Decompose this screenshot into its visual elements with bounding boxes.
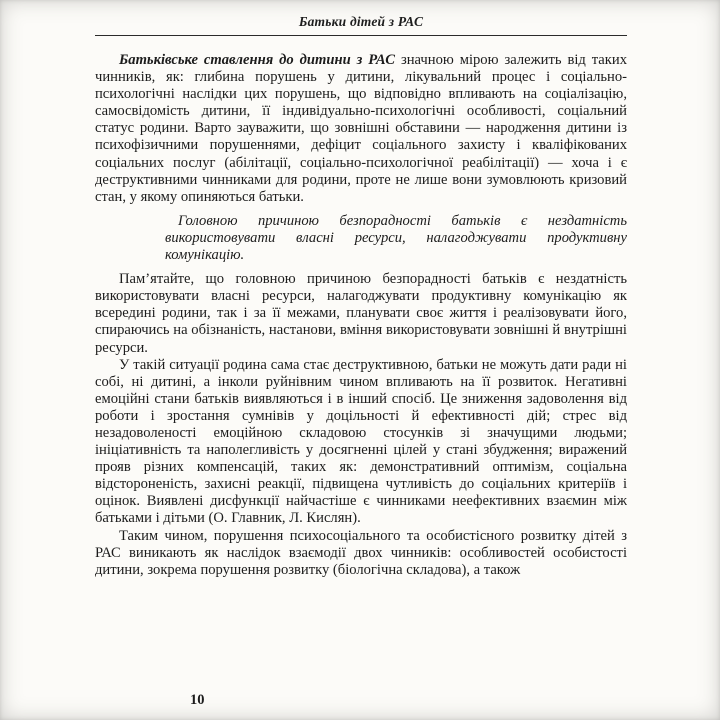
body-text (95, 52, 627, 700)
paragraph-4: Таким чином, порушення психосоціального та особистісного розвитку дітей з РАС виникають як наслідок взаємодії двох чинників: особливостей особистості дитини, зокрема порушення розвитку (біологічна складова), а також (95, 527, 627, 578)
running-header: Батьки дітей з РАС (298, 14, 424, 29)
paragraph-1-lead: Батьківське ставлення до дитини з РАС (119, 52, 396, 68)
header-rule (95, 35, 627, 36)
paragraph-2: Пам’ятайте, що головною причиною безпорадності батьків є нездатність використовувати власні ресурси, налагоджувати продуктивну комунікацію як всередині родини, так і за її межами, планувати своє життя і реалізовувати його, спираючись на обізнаність, настанови, вміння використовувати зовнішні й внутрішні ресурси. (95, 271, 627, 356)
page-number: 10 (190, 692, 205, 708)
page-content (95, 12, 627, 720)
block-quote: Головною причиною безпорадності батьків є нездатність використовувати власні ресурси, налагоджувати продуктивну комунікацію. (165, 212, 627, 264)
paragraph-1 (95, 52, 627, 206)
paragraph-1-text: значною мірою залежить від таких чинників, як: глибина порушень у дитини, лікувальний процес і соціально-психологічні наслідки цих порушень, що відповідно впливають на соціалізацію, самосвідомість дитини, її індивідуально-психологічні особливості, соціальний статус родини. Варто зауважити, що зовнішні обставини — народження дитини із психофізичними порушеннями, дефіцит соціального захисту і кваліфікованих соціальних послуг (абілітації, соціально-психологічної реабілітації) — хоча і є деструктивними чинниками для родини, проте не лише вони зумовлюють кризовий стан, у якому опиняються батьки. (95, 52, 627, 205)
paragraph-3: У такій ситуації родина сама стає деструктивною, батьки не можуть дати ради ні собі, ні дитині, а інколи руйнівним чином впливають на її розвиток. Негативні емоційні стани батьків виявляються і в інший спосіб. Це зниження задоволення від роботи і зростання сумнівів у доцільності й ефективності дій; стрес від незадоволеності емоційною складовою стосунків зі значущими людьми; ініціативність та наполегливість у досягненні цілей у стані збудження; виражений прояв різних компенсацій, таких як: демонстративний оптимізм, соціальна відстороненість, захисні реакції, підвищена чутливість до соціальних критеріїв і оцінок. Виявлені дисфункції найчастіше є чинниками неефективних взаємин між батьками і дітьми (О. Главник, Л. Кислян). (95, 356, 627, 527)
